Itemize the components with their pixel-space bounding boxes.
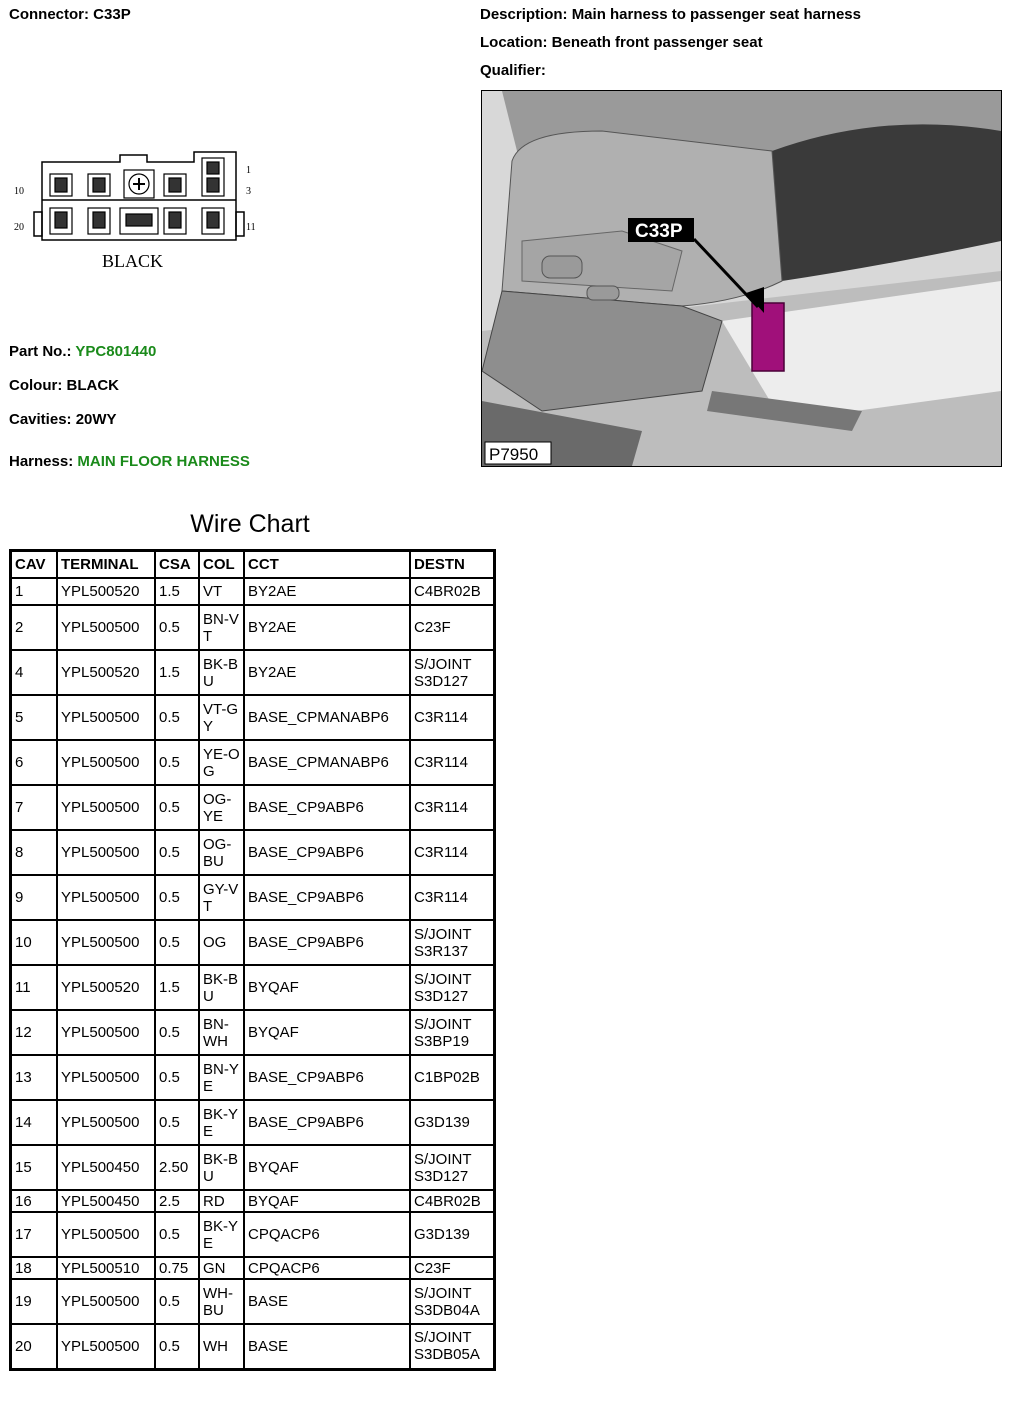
cavity-row-bottom <box>50 208 224 234</box>
cell-terminal: YPL500500 <box>57 1100 155 1145</box>
cell-cav: 1 <box>11 578 58 605</box>
cell-cav: 7 <box>11 785 58 830</box>
cell-cct: BASE_CP9ABP6 <box>244 785 410 830</box>
cell-destn: C3R114 <box>410 875 495 920</box>
cell-col: BK-BU <box>199 650 244 695</box>
cell-destn: S/JOINT S3D127 <box>410 1145 495 1190</box>
cell-col: BN-VT <box>199 605 244 650</box>
colour-label: Colour: <box>9 377 63 394</box>
cell-cav: 5 <box>11 695 58 740</box>
cavity-row-top <box>50 158 224 198</box>
cell-destn: S/JOINT S3DB04A <box>410 1279 495 1324</box>
cell-terminal: YPL500520 <box>57 965 155 1010</box>
cell-cav: 4 <box>11 650 58 695</box>
connector-label: Connector: <box>9 6 89 23</box>
table-row <box>11 1010 495 1055</box>
connector-value: C33P <box>93 6 131 23</box>
cell-csa: 0.5 <box>155 875 199 920</box>
cell-cct: BYQAF <box>244 965 410 1010</box>
column-header-csa: CSA <box>155 551 199 579</box>
cell-col: GY-VT <box>199 875 244 920</box>
cell-cav: 9 <box>11 875 58 920</box>
cell-col: BK-BU <box>199 965 244 1010</box>
location-label: Location: <box>480 34 548 51</box>
cell-terminal: YPL500500 <box>57 1010 155 1055</box>
column-header-destn: DESTN <box>410 551 495 579</box>
column-header-col: COL <box>199 551 244 579</box>
cell-cct: CPQACP6 <box>244 1212 410 1257</box>
cell-destn: C4BR02B <box>410 578 495 605</box>
cell-cav: 14 <box>11 1100 58 1145</box>
column-header-cav: CAV <box>11 551 58 579</box>
pin-label-3: 3 <box>246 186 251 197</box>
cell-destn: S/JOINT S3D127 <box>410 965 495 1010</box>
cell-destn: C4BR02B <box>410 1190 495 1212</box>
cell-terminal: YPL500500 <box>57 740 155 785</box>
cell-cct: BASE_CP9ABP6 <box>244 1100 410 1145</box>
table-row <box>11 965 495 1010</box>
connector-colour-text: BLACK <box>102 251 164 271</box>
cell-cav: 6 <box>11 740 58 785</box>
cell-cav: 13 <box>11 1055 58 1100</box>
cell-csa: 0.5 <box>155 1100 199 1145</box>
cell-cav: 8 <box>11 830 58 875</box>
cell-csa: 0.5 <box>155 830 199 875</box>
table-row <box>11 578 495 605</box>
cell-cct: BASE_CP9ABP6 <box>244 875 410 920</box>
cell-terminal: YPL500520 <box>57 578 155 605</box>
colour-line <box>9 377 119 394</box>
cell-csa: 0.5 <box>155 740 199 785</box>
cell-destn: C3R114 <box>410 785 495 830</box>
cell-cct: CPQACP6 <box>244 1257 410 1279</box>
cell-cav: 10 <box>11 920 58 965</box>
cell-col: BN-WH <box>199 1010 244 1055</box>
location-photo <box>481 90 1002 467</box>
part-number-label: Part No.: <box>9 343 72 360</box>
cell-csa: 0.5 <box>155 920 199 965</box>
table-row <box>11 1212 495 1257</box>
qualifier-line <box>480 62 546 79</box>
column-header-cct: CCT <box>244 551 410 579</box>
table-row <box>11 785 495 830</box>
cell-csa: 2.50 <box>155 1145 199 1190</box>
cell-destn: C3R114 <box>410 830 495 875</box>
cell-csa: 0.5 <box>155 695 199 740</box>
cell-cav: 16 <box>11 1190 58 1212</box>
wire-chart-table <box>9 549 496 1371</box>
colour-value: BLACK <box>66 377 119 394</box>
table-row <box>11 875 495 920</box>
cell-destn: S/JOINT S3D127 <box>410 650 495 695</box>
cell-cct: BASE <box>244 1324 410 1369</box>
cell-terminal: YPL500500 <box>57 875 155 920</box>
cell-cct: BYQAF <box>244 1145 410 1190</box>
photo-callout-label: C33P <box>635 221 683 242</box>
harness-link[interactable]: MAIN FLOOR HARNESS <box>77 453 250 470</box>
cell-cct: BYQAF <box>244 1190 410 1212</box>
cell-col: WH <box>199 1324 244 1369</box>
cell-cct: BASE_CP9ABP6 <box>244 920 410 965</box>
description-line <box>480 6 861 23</box>
cell-terminal: YPL500500 <box>57 1324 155 1369</box>
seat-illustration <box>482 91 1001 466</box>
cell-cct: BY2AE <box>244 578 410 605</box>
cell-csa: 0.5 <box>155 1324 199 1369</box>
cell-csa: 2.5 <box>155 1190 199 1212</box>
table-row <box>11 920 495 965</box>
cell-col: BN-YE <box>199 1055 244 1100</box>
cell-csa: 0.5 <box>155 1279 199 1324</box>
photo-ref-label: P7950 <box>489 445 539 464</box>
cell-col: OG <box>199 920 244 965</box>
table-row <box>11 1055 495 1100</box>
cell-col: BK-YE <box>199 1100 244 1145</box>
cell-cct: BASE_CPMANABP6 <box>244 740 410 785</box>
cell-terminal: YPL500500 <box>57 785 155 830</box>
cell-csa: 0.75 <box>155 1257 199 1279</box>
pin-label-10: 10 <box>14 186 24 197</box>
qualifier-label: Qualifier: <box>480 62 546 79</box>
cell-destn: C23F <box>410 605 495 650</box>
table-row <box>11 605 495 650</box>
connector-line <box>9 6 131 23</box>
cell-csa: 0.5 <box>155 605 199 650</box>
table-row <box>11 1279 495 1324</box>
cell-terminal: YPL500520 <box>57 650 155 695</box>
table-row <box>11 1145 495 1190</box>
cell-destn: C1BP02B <box>410 1055 495 1100</box>
cell-cav: 11 <box>11 965 58 1010</box>
cell-terminal: YPL500500 <box>57 695 155 740</box>
cell-csa: 1.5 <box>155 650 199 695</box>
cell-cct: BASE_CP9ABP6 <box>244 1055 410 1100</box>
cell-terminal: YPL500500 <box>57 605 155 650</box>
cell-col: OG-BU <box>199 830 244 875</box>
cell-csa: 0.5 <box>155 1055 199 1100</box>
cell-col: YE-OG <box>199 740 244 785</box>
cavities-value: 20WY <box>75 411 117 428</box>
cell-destn: C3R114 <box>410 695 495 740</box>
cell-csa: 1.5 <box>155 965 199 1010</box>
wire-chart-title: Wire Chart <box>190 510 310 538</box>
cell-cav: 19 <box>11 1279 58 1324</box>
table-row <box>11 650 495 695</box>
cell-destn: S/JOINT S3DB05A <box>410 1324 495 1369</box>
location-value: Beneath front passenger seat <box>551 34 763 51</box>
cell-cav: 18 <box>11 1257 58 1279</box>
cell-terminal: YPL500500 <box>57 1212 155 1257</box>
cell-col: OG-YE <box>199 785 244 830</box>
cell-destn: S/JOINT S3R137 <box>410 920 495 965</box>
cell-destn: G3D139 <box>410 1212 495 1257</box>
cell-terminal: YPL500500 <box>57 830 155 875</box>
cell-col: GN <box>199 1257 244 1279</box>
cell-cct: BY2AE <box>244 605 410 650</box>
cell-csa: 0.5 <box>155 785 199 830</box>
harness-line <box>9 453 250 470</box>
connector-face-diagram <box>12 150 262 275</box>
cell-destn: C23F <box>410 1257 495 1279</box>
pin-label-11: 11 <box>246 222 256 233</box>
location-line <box>480 34 763 51</box>
cell-col: VT-GY <box>199 695 244 740</box>
cell-col: VT <box>199 578 244 605</box>
table-row <box>11 695 495 740</box>
cell-cct: BY2AE <box>244 650 410 695</box>
cavities-line <box>9 411 117 428</box>
cavities-label: Cavities: <box>9 411 72 428</box>
cell-cav: 17 <box>11 1212 58 1257</box>
table-row <box>11 1257 495 1279</box>
cell-col: BK-BU <box>199 1145 244 1190</box>
table-row <box>11 1324 495 1369</box>
cell-terminal: YPL500500 <box>57 1279 155 1324</box>
cell-terminal: YPL500450 <box>57 1145 155 1190</box>
wire-chart-body <box>11 578 495 1369</box>
cell-col: WH-BU <box>199 1279 244 1324</box>
cell-destn: G3D139 <box>410 1100 495 1145</box>
cell-csa: 0.5 <box>155 1010 199 1055</box>
harness-label: Harness: <box>9 453 74 470</box>
cell-cav: 2 <box>11 605 58 650</box>
connector-highlight <box>752 303 784 371</box>
wire-chart-header-row <box>11 551 495 579</box>
cell-cct: BYQAF <box>244 1010 410 1055</box>
cell-csa: 1.5 <box>155 578 199 605</box>
cell-cct: BASE <box>244 1279 410 1324</box>
cell-cav: 15 <box>11 1145 58 1190</box>
cell-cct: BASE_CPMANABP6 <box>244 695 410 740</box>
cell-terminal: YPL500510 <box>57 1257 155 1279</box>
table-row <box>11 830 495 875</box>
cell-terminal: YPL500500 <box>57 1055 155 1100</box>
cell-destn: S/JOINT S3BP19 <box>410 1010 495 1055</box>
part-number-link[interactable]: YPC801440 <box>75 343 157 360</box>
column-header-terminal: TERMINAL <box>57 551 155 579</box>
cell-terminal: YPL500500 <box>57 920 155 965</box>
table-row <box>11 740 495 785</box>
cell-cct: BASE_CP9ABP6 <box>244 830 410 875</box>
description-value: Main harness to passenger seat harness <box>571 6 861 23</box>
table-row <box>11 1190 495 1212</box>
cell-cav: 12 <box>11 1010 58 1055</box>
part-number-line <box>9 343 156 360</box>
cell-csa: 0.5 <box>155 1212 199 1257</box>
cell-cav: 20 <box>11 1324 58 1369</box>
cell-col: RD <box>199 1190 244 1212</box>
pin-label-1: 1 <box>246 165 251 176</box>
table-row <box>11 1100 495 1145</box>
cell-col: BK-YE <box>199 1212 244 1257</box>
cell-terminal: YPL500450 <box>57 1190 155 1212</box>
cell-destn: C3R114 <box>410 740 495 785</box>
pin-label-20: 20 <box>14 222 24 233</box>
description-label: Description: <box>480 6 568 23</box>
